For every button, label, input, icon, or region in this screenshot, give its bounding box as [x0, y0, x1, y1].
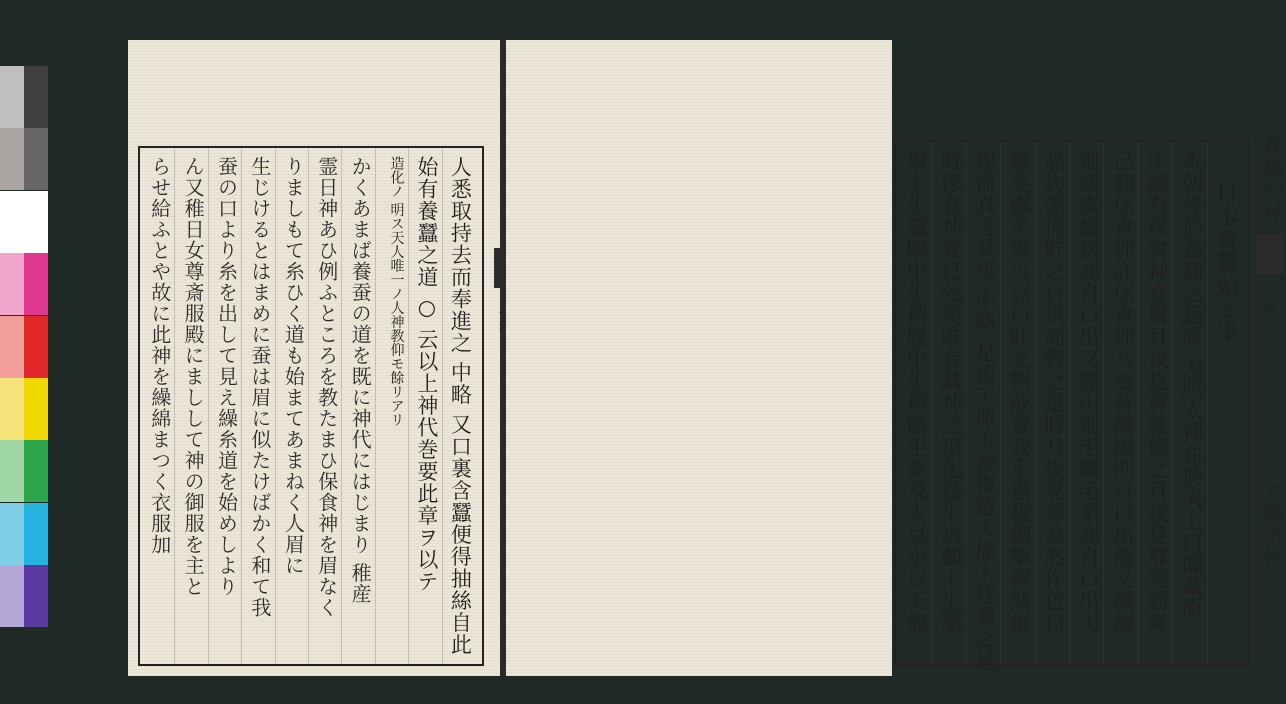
color-swatch-dark: [24, 191, 48, 253]
right-text-column: 則鰭廣鰭狹亦自口出又嚮山則毛麤毛柔亦自口出夫: [1076, 150, 1101, 634]
color-swatch-dark: [24, 378, 48, 440]
left-page: [128, 40, 502, 676]
left-text-column: 霊日神あひ例ふところを教たまひ保食神を眉なく: [314, 156, 339, 618]
color-swatch-light: [0, 66, 24, 128]
column-rule: [174, 148, 175, 664]
left-text-column: 蚕の口より糸を出して見え繰糸道を始めしより: [214, 156, 239, 597]
right-text-column: 品物悉備貯之百机而饗之是時月夜見尊忿然作色曰: [1041, 150, 1066, 634]
color-swatch-dark: [24, 128, 48, 190]
right-page: [506, 40, 1283, 676]
open-book: [128, 40, 1283, 676]
column-rule: [341, 148, 342, 664]
column-rule: [308, 148, 309, 664]
color-swatch-light: [0, 191, 24, 253]
column-rule: [1000, 142, 1001, 664]
right-text-frame: [894, 134, 1283, 672]
column-rule: [1172, 142, 1173, 664]
left-text-column: 人悉取持去而奉進之 中略 又口裏含蠶便得抽絲自此: [448, 156, 473, 656]
color-swatch-light: [0, 565, 24, 627]
color-swatch-light: [0, 503, 24, 565]
column-rule: [1035, 142, 1036, 664]
left-text-column: りましもて糸ひく道も始まてあまねく人眉に: [281, 156, 306, 576]
column-rule: [1138, 142, 1139, 664]
right-margin-publisher: 有鄰堂梓: [1259, 480, 1283, 568]
right-text-column: 已到保食神許保食神乃廻首嚮國則自口出飯又嚮海: [1110, 150, 1135, 634]
left-text-frame: [138, 146, 484, 666]
left-text-column: 生じけるとはまめに蚕は眉に似たけばかく和て我: [247, 156, 272, 618]
color-swatch-dark: [24, 66, 48, 128]
column-rule: [1207, 142, 1208, 664]
color-swatch-light: [0, 440, 24, 502]
left-text-column: かくあまば養蚕の道を既に神代にはじまり 稚産: [348, 156, 373, 605]
color-swatch-dark: [24, 565, 48, 627]
left-text-column: 始有養蠶之道 ○ 云以上神代巻要此章ヲ以テ: [414, 156, 439, 593]
left-text-column: ん又稚日女尊斎服殿にましして神の御服を主と: [181, 156, 206, 597]
right-margin-volume: 上巻: [1257, 280, 1281, 324]
column-rule: [375, 148, 376, 664]
column-rule: [442, 148, 443, 664]
color-swatch-light: [0, 128, 24, 190]
color-calibration-strip: [0, 66, 48, 628]
right-text-column: 中國有保食神宜爾月夜見尊就候之月夜見尊受勅降: [1145, 150, 1169, 634]
margin-band: [1256, 234, 1284, 274]
column-rule: [1069, 142, 1070, 664]
left-text-column: 造化ノ 明ス天人唯一ノ人神教仰モ餘リアリ: [388, 156, 405, 427]
right-margin-title: 養蠶秘録: [1259, 134, 1283, 222]
right-text-column: 復命具言其事 中略 是後天照太神復遣天熊人往看之是: [973, 150, 997, 672]
right-text-column: 本朝尋於養蠶之起原 天照太神在於天上曰聞葦原: [1179, 150, 1204, 620]
column-rule: [1103, 142, 1104, 664]
color-swatch-light: [0, 378, 24, 440]
color-swatch-dark: [24, 440, 48, 502]
right-text-column: 日本養蠶始之事: [1212, 182, 1238, 343]
left-text-column: らせ給ふとや故に此神を繰綿まつく衣服加: [147, 156, 172, 555]
color-swatch-dark: [24, 503, 48, 565]
right-text-column: 時保食神實已死矣唯有其神之頂化爲牛馬顱上生粟: [938, 150, 963, 634]
column-rule: [208, 148, 209, 664]
column-rule: [931, 142, 932, 664]
column-rule: [966, 142, 967, 664]
column-rule: [241, 148, 242, 664]
column-rule: [408, 148, 409, 664]
right-text-column: 穢矣鄙矣寧可以口吐之物敢養我乎廼拔劍擊殺然後: [1007, 150, 1032, 634]
column-rule: [275, 148, 276, 664]
color-swatch-light: [0, 316, 24, 378]
color-swatch-dark: [24, 253, 48, 315]
color-swatch-dark: [24, 316, 48, 378]
color-swatch-light: [0, 253, 24, 315]
right-text-column: 眉上生蠶眼中生稗腹中生稻陰生麥及大豆小豆天熊: [904, 150, 929, 634]
